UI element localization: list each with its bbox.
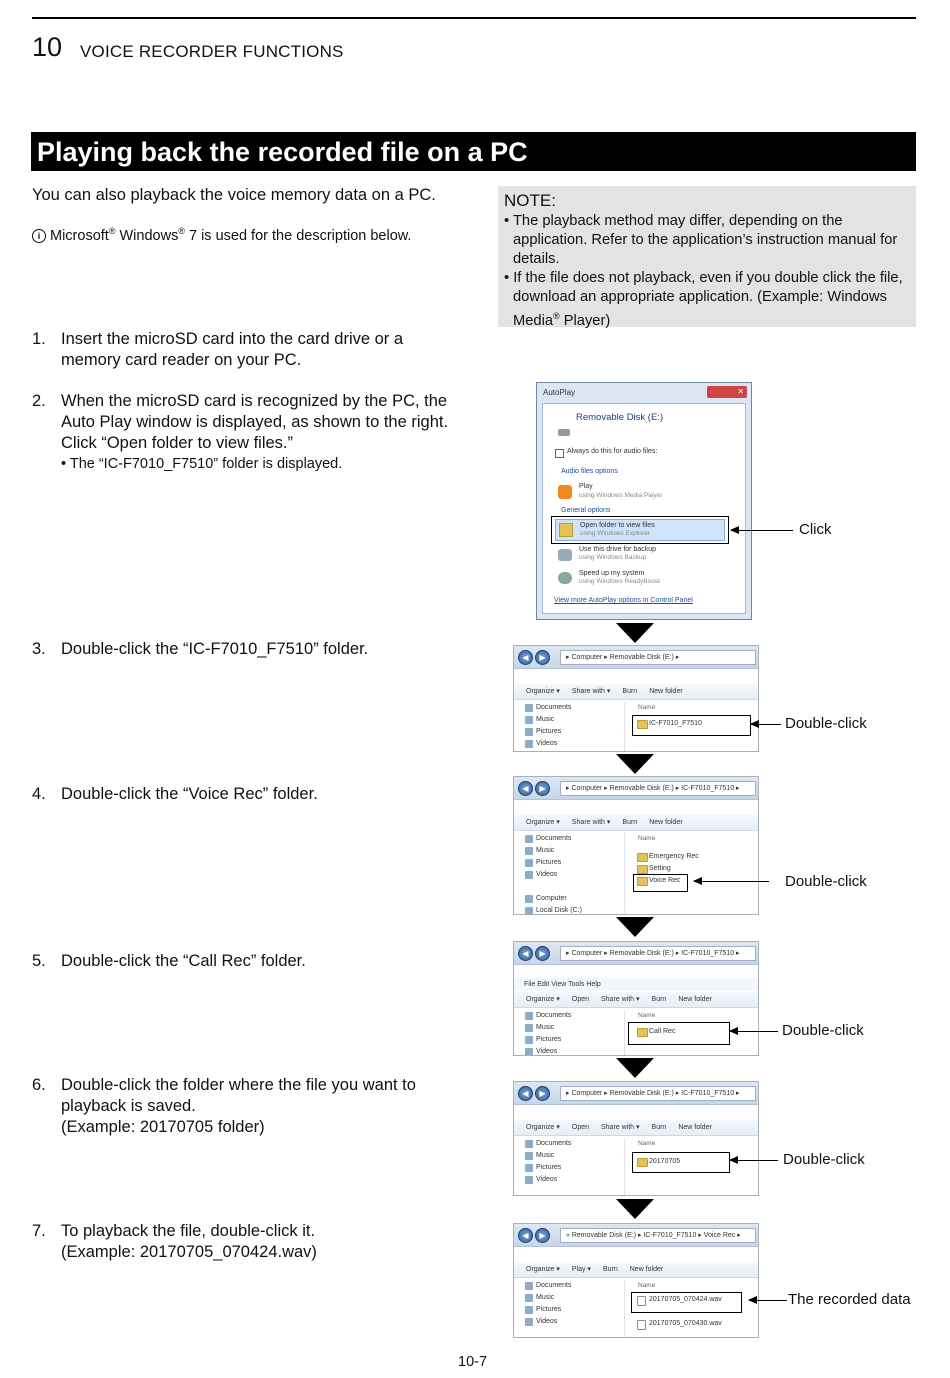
- more-options-link[interactable]: View more AutoPlay options in Control Panel: [554, 597, 693, 604]
- callout-label: Double-click: [785, 715, 867, 732]
- intro-text: You can also playback the voice memory data on a PC.: [32, 186, 436, 204]
- always-checkbox[interactable]: [555, 449, 564, 458]
- autoplay-title: AutoPlay: [543, 388, 576, 397]
- address-bar[interactable]: ▸ Computer ▸ Removable Disk (E:) ▸ IC-F7010_F7510 ▸: [560, 946, 756, 961]
- forward-icon[interactable]: ▶: [535, 946, 550, 961]
- back-icon[interactable]: ◀: [518, 1086, 533, 1101]
- open-folder-option[interactable]: Open folder to view files using Windows Explorer: [555, 519, 725, 541]
- chapter-title: VOICE RECORDER FUNCTIONS: [80, 42, 344, 61]
- callout-label: The recorded data: [788, 1291, 911, 1308]
- highlight-box: [628, 1022, 730, 1045]
- media-player-icon: [558, 485, 572, 499]
- down-arrow-icon: [616, 754, 654, 774]
- autoplay-window: [536, 382, 752, 620]
- back-icon[interactable]: ◀: [518, 946, 533, 961]
- callout-pointer: [730, 1160, 778, 1161]
- callout-label: Double-click: [782, 1022, 864, 1039]
- back-icon[interactable]: ◀: [518, 1228, 533, 1243]
- file-list: Name Emergency Rec Setting Voice Rec: [631, 833, 758, 914]
- address-bar[interactable]: ▸ Computer ▸ Removable Disk (E:) ▸ IC-F7010_F7510 ▸: [560, 1086, 756, 1101]
- menu-bar[interactable]: File Edit View Tools Help: [514, 978, 758, 991]
- callout-label: Click: [799, 521, 832, 538]
- autoplay-body: Removable Disk (E:) Always do this for audio files: Audio files options Play using Windows Media Player General options Open folder to view files using Windows Explorer Use this drive for backup using Windows Backup Speed up my system using Windows ReadyBoost View more AutoPlay options in Control Panel: [542, 403, 746, 614]
- note-box: [498, 186, 916, 327]
- file-list: Name 20170705_070424.wav 20170705_070430.wav: [631, 1280, 758, 1337]
- info-line: i Microsoft® Windows® 7 is used for the description below.: [32, 226, 462, 244]
- file-list: Name Call Rec: [631, 1010, 758, 1055]
- highlight-box: [633, 874, 688, 892]
- speed-option[interactable]: Speed up my system: [579, 570, 645, 577]
- highlight-box: [631, 1292, 742, 1313]
- toolbar: Organize ▾ Open Share with ▾ Burn New folder: [514, 1120, 758, 1136]
- nav-bar: [514, 1082, 758, 1105]
- list-item[interactable]: Voice Rec: [631, 875, 758, 887]
- nav-tree: Documents Music Pictures Videos: [514, 1280, 625, 1337]
- back-icon[interactable]: ◀: [518, 781, 533, 796]
- explorer-window: [513, 645, 759, 752]
- forward-icon[interactable]: ▶: [535, 781, 550, 796]
- nav-bar: [514, 1224, 758, 1247]
- audio-options-label: Audio files options: [561, 468, 618, 475]
- step-1: 1. Insert the microSD card into the card drive or a memory card reader on your PC.: [32, 330, 404, 369]
- step-7: 7. To playback the file, double-click it. (Example: 20170705_070424.wav): [32, 1222, 317, 1261]
- readyboost-icon: [558, 572, 572, 584]
- general-options-label: General options: [561, 507, 611, 514]
- step-5: 5. Double-click the “Call Rec” folder.: [32, 952, 306, 970]
- backup-option[interactable]: Use this drive for backup: [579, 546, 657, 553]
- info-circle-icon: i: [32, 229, 46, 243]
- list-item[interactable]: Setting: [631, 863, 758, 875]
- list-item[interactable]: 20170705_070424.wav: [631, 1294, 758, 1306]
- callout-pointer: [751, 724, 781, 725]
- down-arrow-icon: [616, 1058, 654, 1078]
- down-arrow-icon: [616, 1199, 654, 1219]
- note-heading: NOTE:: [504, 191, 556, 210]
- chapter-number: 10: [32, 32, 63, 62]
- close-icon[interactable]: ✕: [707, 386, 747, 398]
- callout-label: Double-click: [785, 873, 867, 890]
- toolbar: Organize ▾ Play ▾ Burn New folder: [514, 1262, 758, 1278]
- nav-bar: [514, 942, 758, 965]
- toolbar: Organize ▾ Open Share with ▾ Burn New folder: [514, 992, 758, 1008]
- page-number: 10-7: [458, 1354, 488, 1370]
- toolbar: Organize ▾ Share with ▾ Burn New folder: [514, 684, 758, 700]
- drive-name: Removable Disk (E:): [576, 412, 664, 423]
- list-item[interactable]: Call Rec: [631, 1026, 758, 1038]
- header-rule: [32, 17, 916, 19]
- explorer-window: [513, 1223, 759, 1338]
- file-list: Name 20170705: [631, 1138, 758, 1195]
- nav-bar: [514, 777, 758, 800]
- step-6: 6. Double-click the folder where the file you want to playback is saved. (Example: 20170705 folder): [32, 1076, 416, 1136]
- list-item[interactable]: IC-F7010_F7510: [631, 718, 758, 730]
- list-item[interactable]: 20170705: [631, 1156, 758, 1168]
- always-label: Always do this for audio files:: [567, 448, 658, 455]
- callout-pointer: [749, 1300, 787, 1301]
- explorer-window: [513, 1081, 759, 1196]
- address-bar[interactable]: « Removable Disk (E:) ▸ IC-F7010_F7510 ▸ Voice Rec ▸: [560, 1228, 756, 1243]
- highlight-box: [632, 715, 751, 736]
- forward-icon[interactable]: ▶: [535, 650, 550, 665]
- forward-icon[interactable]: ▶: [535, 1228, 550, 1243]
- highlight-box: [632, 1152, 730, 1173]
- explorer-window: [513, 776, 759, 915]
- note-bullet: • The playback method may differ, depending on the application. Refer to the application’s instruction manual for details.: [504, 213, 898, 267]
- callout-label: Double-click: [783, 1151, 865, 1168]
- drive-icon: [558, 429, 570, 436]
- note-bullet: • If the file does not playback, even if you double click the file, download an appropriate application. (Example: Windows Media® Player): [504, 270, 903, 329]
- nav-tree: Documents Music Pictures Videos: [514, 702, 625, 751]
- step-3: 3. Double-click the “IC-F7010_F7510” folder.: [32, 640, 369, 658]
- backup-icon: [558, 549, 572, 561]
- highlight-box: [551, 516, 729, 544]
- list-item[interactable]: Emergency Rec: [631, 851, 758, 863]
- step-4: 4. Double-click the “Voice Rec” folder.: [32, 785, 318, 803]
- callout-pointer: [694, 881, 769, 882]
- file-list: Name IC-F7010_F7510: [631, 702, 758, 751]
- nav-tree: Documents Music Pictures Videos: [514, 1138, 625, 1195]
- section-title: Playing back the recorded file on a PC: [31, 132, 916, 171]
- toolbar: Organize ▾ Share with ▾ Burn New folder: [514, 815, 758, 831]
- list-item[interactable]: 20170705_070430.wav: [631, 1318, 758, 1330]
- callout-pointer: [731, 530, 793, 531]
- nav-tree: Documents Music Pictures Videos: [514, 1010, 625, 1055]
- address-bar[interactable]: ▸ Computer ▸ Removable Disk (E:) ▸ IC-F7010_F7510 ▸: [560, 781, 756, 796]
- play-option[interactable]: Play: [579, 483, 593, 490]
- nav-bar: [514, 646, 758, 669]
- down-arrow-icon: [616, 623, 654, 643]
- back-icon[interactable]: ◀: [518, 650, 533, 665]
- nav-tree: Documents Music Pictures Videos Computer Local Disk (C:): [514, 833, 625, 914]
- callout-pointer: [730, 1031, 778, 1032]
- down-arrow-icon: [616, 917, 654, 937]
- forward-icon[interactable]: ▶: [535, 1086, 550, 1101]
- explorer-window: [513, 941, 759, 1056]
- address-bar[interactable]: ▸ Computer ▸ Removable Disk (E:) ▸: [560, 650, 756, 665]
- step-2: 2. When the microSD card is recognized by the PC, the Auto Play window is displayed, as shown to the right. Click “Open folder to view files.” • The “IC-F7010_F7510” folder is displayed.: [32, 392, 449, 472]
